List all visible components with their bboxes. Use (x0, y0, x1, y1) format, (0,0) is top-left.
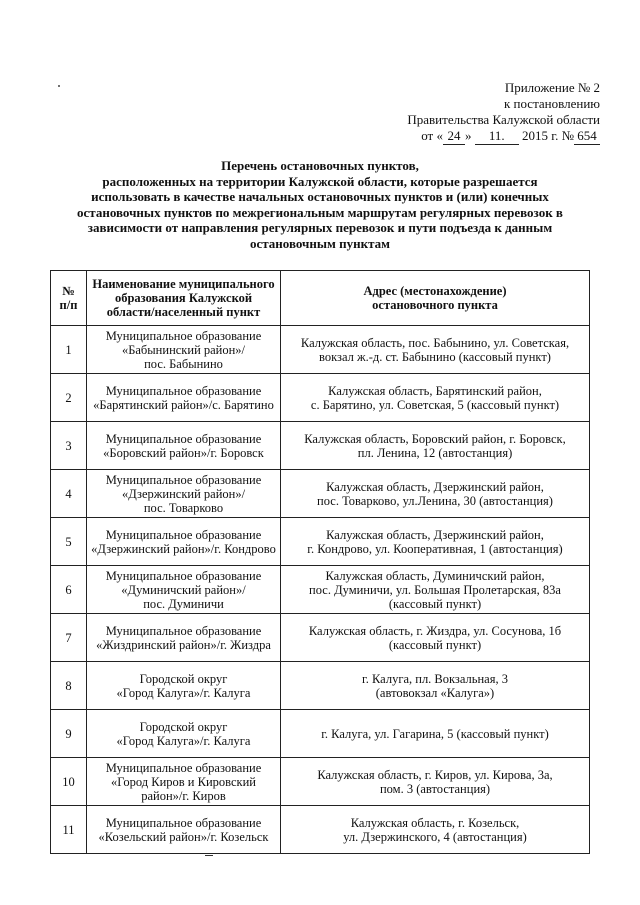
municipality-line: «Боровский район»/г. Боровск (103, 445, 264, 460)
table-row (51, 374, 590, 422)
address-line: г. Кондрово, ул. Кооперативная, 1 (автостанция) (307, 541, 563, 556)
address-line: Калужская область, Боровский район, г. Боровск, (304, 431, 566, 446)
row-municipality (87, 326, 281, 374)
table-row (51, 614, 590, 662)
title-line-4: остановочных пунктов по межрегиональным маршрутам регулярных перевозок в (77, 204, 563, 220)
appendix-line-3: Правительства Калужской области (407, 112, 600, 127)
address-line: Калужская область, г. Киров, ул. Кирова, 3а, (317, 767, 553, 782)
row-municipality (87, 470, 281, 518)
municipality-line: район»/г. Киров (141, 788, 226, 803)
row-number: 5 (51, 518, 87, 566)
address-line: (кассовый пункт) (388, 637, 482, 652)
row-number: 6 (51, 566, 87, 614)
row-number: 2 (51, 374, 87, 422)
row-address (281, 806, 590, 854)
municipality-line: Городской округ (139, 719, 228, 734)
date-day: 24 (443, 128, 465, 145)
row-municipality (87, 662, 281, 710)
municipality-line: Муниципальное образование (105, 527, 262, 542)
address-line: Калужская область, Дзержинский район, (326, 527, 544, 542)
table-row (51, 806, 590, 854)
date-prefix: от « (421, 128, 443, 143)
address-line: пос. Товарково, ул.Ленина, 30 (автостанция) (317, 493, 553, 508)
appendix-date-line (407, 128, 600, 145)
date-mid: » (464, 128, 475, 143)
table-header-row (51, 271, 590, 326)
appendix-header (407, 80, 600, 145)
address-line: вокзал ж.-д. ст. Бабынино (кассовый пункт) (319, 349, 551, 364)
table-row (51, 710, 590, 758)
header-address (281, 271, 590, 326)
table-row (51, 422, 590, 470)
row-number: 4 (51, 470, 87, 518)
address-line: (автовокзал «Калуга») (375, 685, 495, 700)
appendix-line-2: к постановлению (503, 96, 600, 111)
row-address (281, 518, 590, 566)
table-row (51, 566, 590, 614)
municipality-line: Муниципальное образование (105, 815, 262, 830)
address-line: с. Барятино, ул. Советская, 5 (кассовый пункт) (310, 397, 560, 412)
header-address-line-2: остановочного пункта (372, 298, 498, 312)
municipality-line: «Думиничский район»/ (121, 582, 246, 597)
header-municipality-line-1: Наименование муниципального (92, 277, 275, 291)
row-number: 10 (51, 758, 87, 806)
stops-table (50, 270, 590, 854)
row-municipality (87, 710, 281, 758)
municipality-line: «Город Киров и Кировский (111, 774, 256, 789)
municipality-line: «Жиздринский район»/г. Жиздра (96, 637, 271, 652)
table-row (51, 518, 590, 566)
title-line-5: зависимости от направления регулярных перевозок и пути подъезда к данным (87, 220, 553, 235)
row-number: 11 (51, 806, 87, 854)
header-number-line-1: № (62, 284, 75, 298)
table-row (51, 758, 590, 806)
address-line: Калужская область, пос. Бабынино, ул. Советская, (300, 335, 570, 350)
municipality-line: Городской округ (139, 671, 228, 686)
address-line: Калужская область, Дзержинский район, (326, 479, 544, 494)
municipality-line: Муниципальное образование (105, 623, 262, 638)
municipality-line: пос. Бабынино (144, 356, 223, 371)
row-address (281, 422, 590, 470)
decree-number: 654 (574, 128, 600, 145)
table-row (51, 662, 590, 710)
municipality-line: Муниципальное образование (105, 383, 262, 398)
row-address (281, 374, 590, 422)
municipality-line: Муниципальное образование (105, 431, 262, 446)
row-number: 3 (51, 422, 87, 470)
municipality-line: «Козельский район»/г. Козельск (98, 829, 269, 844)
row-number: 1 (51, 326, 87, 374)
header-number-line-2: п/п (59, 298, 78, 312)
row-address (281, 470, 590, 518)
row-municipality (87, 566, 281, 614)
row-municipality (87, 518, 281, 566)
municipality-line: «Город Калуга»/г. Калуга (116, 685, 251, 700)
address-line: пом. 3 (автостанция) (379, 781, 491, 796)
row-address (281, 662, 590, 710)
address-line: ул. Дзержинского, 4 (автостанция) (343, 829, 527, 844)
title-line-1: Перечень остановочных пунктов, (221, 158, 419, 173)
title-line-6: остановочным пунктам (249, 235, 391, 251)
row-municipality (87, 422, 281, 470)
table-row (51, 326, 590, 374)
address-line: Калужская область, Думиничский район, (325, 568, 545, 583)
row-address (281, 326, 590, 374)
date-month: 11. (475, 128, 519, 145)
date-year: 2015 г. № (518, 128, 574, 143)
table-body (51, 326, 590, 854)
row-address (281, 710, 590, 758)
address-line: Калужская область, г. Козельск, (350, 815, 520, 830)
scan-mark (205, 855, 213, 856)
table-row (51, 470, 590, 518)
municipality-line: Муниципальное образование (105, 568, 262, 583)
header-number (51, 271, 87, 326)
header-municipality (87, 271, 281, 326)
row-number: 8 (51, 662, 87, 710)
document-title (50, 158, 590, 251)
row-address (281, 566, 590, 614)
address-line: пос. Думиничи, ул. Большая Пролетарская, 83а (309, 582, 561, 597)
address-line: г. Калуга, ул. Гагарина, 5 (кассовый пункт) (321, 726, 549, 741)
row-number: 9 (51, 710, 87, 758)
municipality-line: пос. Думиничи (143, 596, 224, 611)
municipality-line: Муниципальное образование (105, 760, 262, 775)
municipality-line: «Барятинский район»/с. Барятино (93, 397, 274, 412)
title-line-2: расположенных на территории Калужской области, которые разрешается (102, 173, 538, 189)
title-line-3: использовать в качестве начальных остановочных пунктов и (или) конечных (91, 189, 549, 204)
row-municipality (87, 806, 281, 854)
row-municipality (87, 374, 281, 422)
appendix-line-1: Приложение № 2 (504, 80, 600, 95)
address-line: г. Калуга, пл. Вокзальная, 3 (362, 671, 508, 686)
address-line: пл. Ленина, 12 (автостанция) (357, 445, 513, 460)
row-address (281, 758, 590, 806)
row-address (281, 614, 590, 662)
municipality-line: Муниципальное образование (105, 472, 262, 487)
address-line: Калужская область, г. Жиздра, ул. Сосунова, 1б (308, 623, 562, 638)
municipality-line: «Город Калуга»/г. Калуга (116, 733, 251, 748)
address-line: (кассовый пункт) (388, 596, 482, 611)
header-municipality-line-2: образования Калужской (114, 291, 253, 305)
header-address-line-1: Адрес (местонахождение) (363, 284, 507, 298)
municipality-line: «Дзержинский район»/г. Кондрово (91, 541, 276, 556)
row-municipality (87, 614, 281, 662)
scan-speck (58, 85, 60, 87)
municipality-line: Муниципальное образование (105, 328, 262, 343)
municipality-line: «Дзержинский район»/ (121, 486, 246, 501)
address-line: Калужская область, Барятинский район, (328, 383, 542, 398)
header-municipality-line-3: области/населенный пункт (106, 305, 261, 319)
row-number: 7 (51, 614, 87, 662)
municipality-line: «Бабынинский район»/ (121, 342, 246, 357)
municipality-line: пос. Товарково (143, 500, 224, 515)
row-municipality (87, 758, 281, 806)
